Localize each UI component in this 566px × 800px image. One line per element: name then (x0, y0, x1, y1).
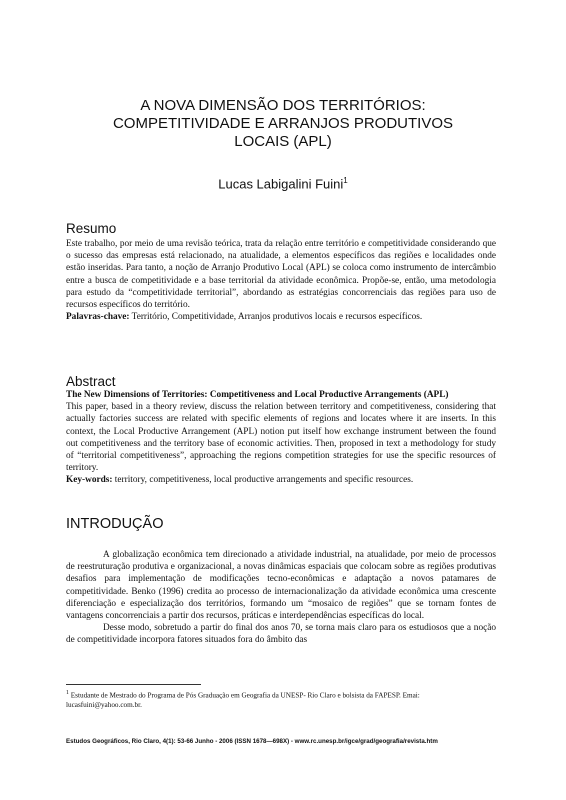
title-line-3: LOCAIS (APL) (234, 133, 332, 150)
introducao-paragraph-1: A globalização econômica tem direcionado a atividade industrial, na atualidade, por meio de processos de reestruturação produtiva e organizacional, a novas dinâmicas espaciais que colocam sobre as regiões produtivas desafios para implementação de modificações tecno-econômicas e adaptação a novos patamares de competitividade. Benko (1996) credita ao processo de internacionalização da atividade econômica uma crescente diferenciação e especialização dos territórios, formando um “mosaico de regiões” que se tornam fontes de vantagens concorrenciais a partir dos recursos, práticas e interdependências específicas do local. (66, 550, 496, 622)
footnote-mark: 1 (66, 690, 69, 696)
abstract-keywords-label: Key-words: (66, 475, 113, 486)
paper-title (60, 97, 506, 151)
introducao-section (66, 549, 496, 647)
abstract-text: This paper, based in a theory review, discuss the relation between territory and competitiveness, considering that actually factories success are related with specific elements of regions and locates where it are inserts. In this context, the Local Productive Arrangement (APL) notion put itself how exchange instrument between the found out competitiveness and the territory base of economic activities. Then, proposed in text a methodology for study of “territorial competitiveness”, approaching the regions competition strategies for use the specific resources of territory. (66, 402, 496, 474)
resumo-heading: Resumo (66, 221, 117, 236)
title-line-1: A NOVA DIMENSÃO DOS TERRITÓRIOS: (140, 97, 426, 114)
journal-footer: Estudos Geográficos, Rio Claro, 4(1): 53-66 Junho - 2006 (ISSN 1678—698X) - www.rc.unesp.br/igce/grad/geografia/revista.htm (66, 738, 438, 745)
introducao-paragraph-2: Desse modo, sobretudo a partir do final dos anos 70, se torna mais claro para os estudiosos que a noção de competitividade incorpora fatores situados fora do âmbito das (66, 623, 496, 646)
abstract-keywords (66, 474, 496, 486)
abstract-subtitle-text: The New Dimensions of Territories: Competitiveness and Local Productive Arrangements (APL) (66, 390, 449, 400)
abstract-heading: Abstract (66, 374, 116, 389)
title-line-2: COMPETITIVIDADE E ARRANJOS PRODUTIVOS (112, 115, 454, 132)
introducao-heading: INTRODUÇÃO (66, 516, 164, 532)
resumo-keywords (66, 311, 496, 323)
author (60, 176, 506, 191)
resumo-text: Este trabalho, por meio de uma revisão teórica, trata da relação entre território e competitividade considerando que o sucesso das empresas está relacionado, na atualidade, a elementos específicos das regiões e localidades onde estão inseridas. Para tanto, a noção de Arranjo Produtivo Local (APL) se coloca como instrumento de intercâmbio entre a busca de competitividade e a base territorial da atividade econômica. Propõe-se, então, uma metodologia para estudo da “competitividade territorial”, abordando as estratégias concorrenciais das regiões para uso de recursos específicos do território. (66, 239, 496, 311)
resumo-keywords-label: Palavras-chave: (66, 312, 130, 323)
abstract-subtitle (66, 389, 496, 401)
author-footnote-mark: 1 (343, 176, 348, 185)
footnote-divider (66, 684, 201, 685)
author-name: Lucas Labigalini Fuini (218, 176, 344, 192)
resumo-section (66, 238, 496, 323)
abstract-section (66, 389, 496, 487)
footnote (66, 688, 496, 710)
resumo-keywords-text: Território, Competitividade, Arranjos produtivos locais e recursos específicos. (129, 312, 423, 323)
footnote-text: Estudante de Mestrado do Programa de Pós Graduação em Geografia da UNESP- Rio Claro e bolsista da FAPESP. Emai: lucasfuini@yahoo.com.br. (66, 691, 420, 710)
abstract-keywords-text: territory, competitiveness, local productive arrangements and specific resources. (112, 475, 414, 486)
